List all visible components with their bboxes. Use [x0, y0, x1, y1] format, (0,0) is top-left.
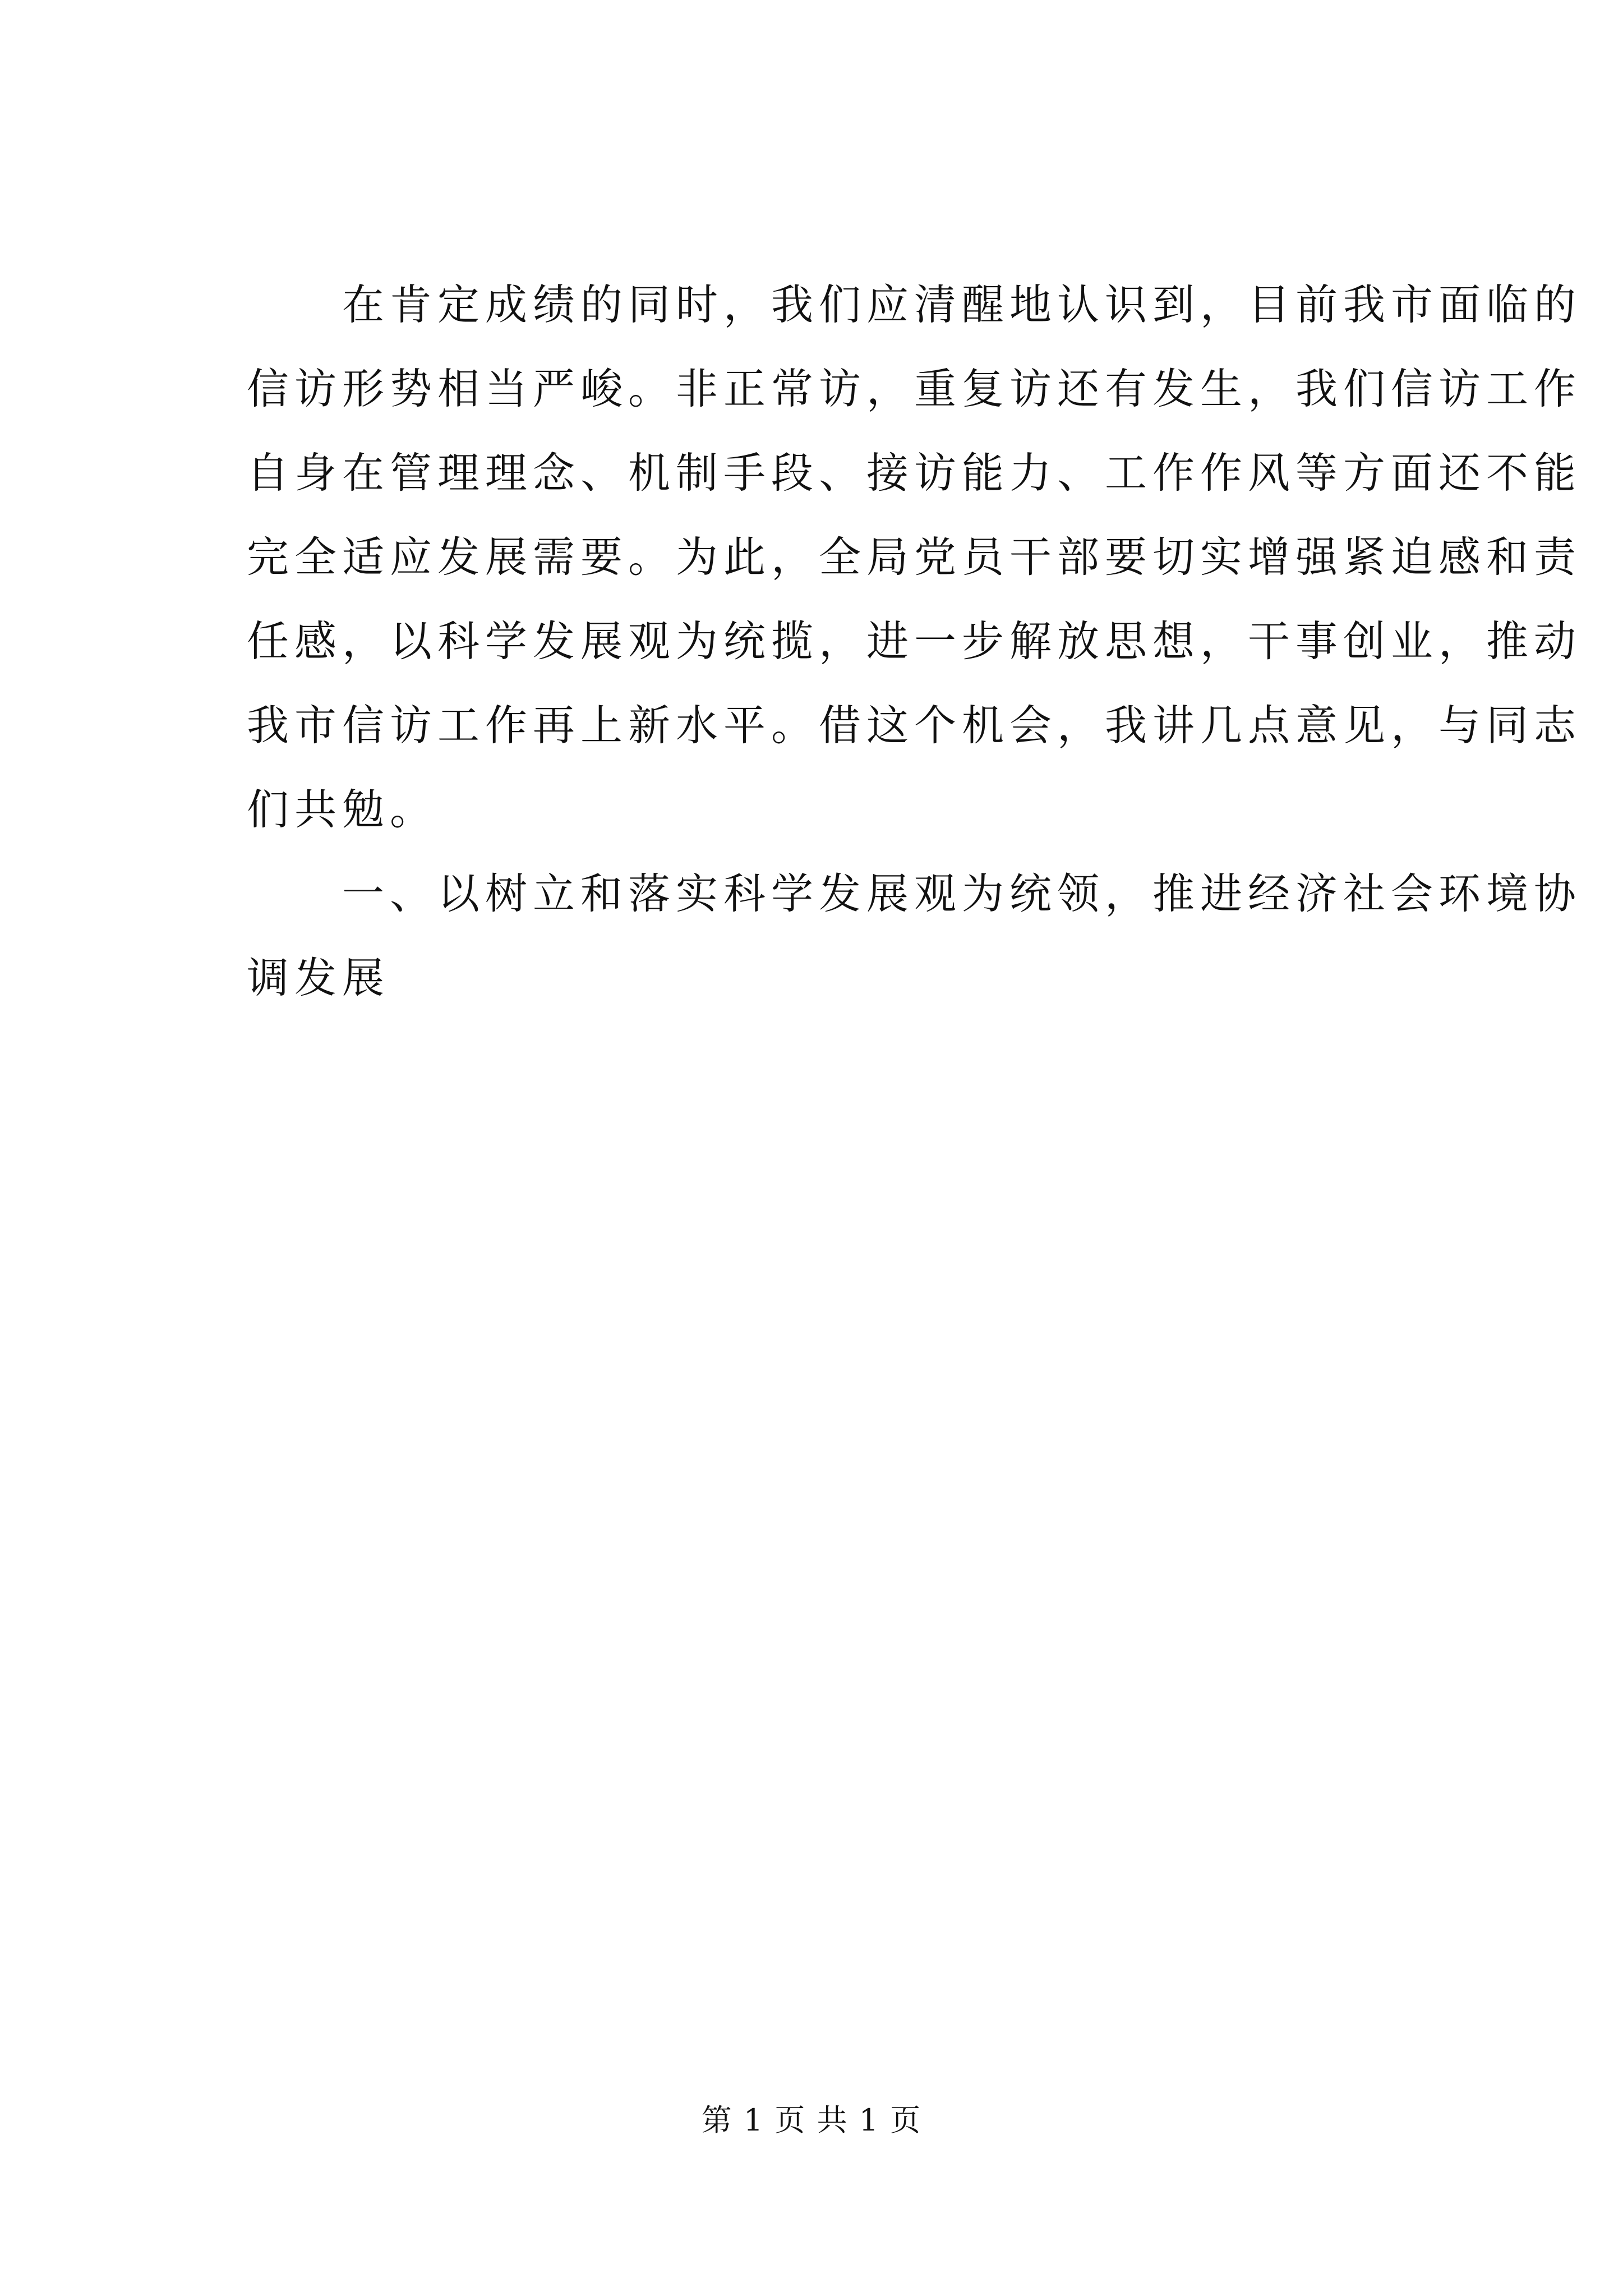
paragraph-1-line-4: 完全适应发展需要。为此，全局党员干部要切实增强紧迫感和责 — [247, 532, 1582, 582]
paragraph-1-line-2: 信访形势相当严峻。非正常访，重复访还有发生，我们信访工作 — [247, 364, 1582, 413]
section-heading-1-line-2: 调发展 — [247, 953, 390, 1002]
paragraph-1-line-5: 任感，以科学发展观为统揽，进一步解放思想，干事创业，推动 — [247, 616, 1582, 666]
paragraph-1-line-1: 在肯定成绩的同时，我们应清醒地认识到，目前我市面临的 — [342, 280, 1582, 329]
paragraph-1 — [247, 263, 1582, 852]
document-body — [247, 263, 1582, 1020]
paragraph-1-line-3: 自身在管理理念、机制手段、接访能力、工作作风等方面还不能 — [247, 448, 1582, 498]
section-heading-1-line-1: 一、以树立和落实科学发展观为统领，推进经济社会环境协 — [342, 869, 1582, 918]
paragraph-1-line-7: 们共勉。 — [247, 785, 438, 834]
section-heading-1 — [247, 852, 1582, 1020]
page-footer: 第 1 页 共 1 页 — [701, 2102, 922, 2138]
paragraph-1-line-6: 我市信访工作再上新水平。借这个机会，我讲几点意见，与同志 — [247, 701, 1582, 750]
